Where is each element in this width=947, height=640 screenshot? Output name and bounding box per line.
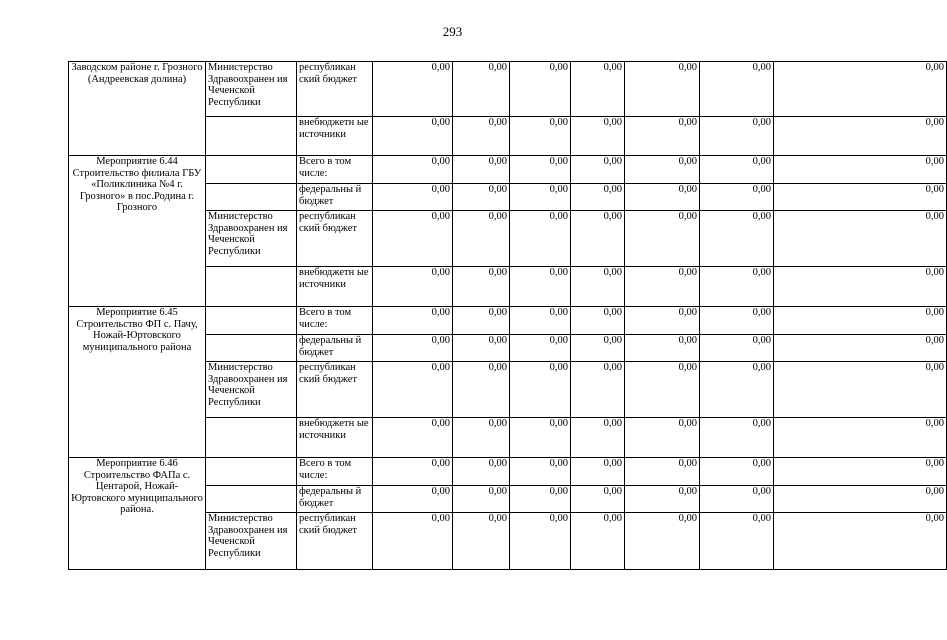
executor-cell: Министерство Здравоохранен ия Чеченской Республики (206, 513, 297, 570)
value-cell: 0,00 (700, 418, 774, 458)
value-cell: 0,00 (774, 418, 947, 458)
value-cell: 0,00 (453, 458, 510, 486)
value-cell: 0,00 (571, 117, 625, 156)
value-cell: 0,00 (453, 362, 510, 418)
event-cell: Мероприятие 6.46 Строительство ФАПа с. Центарой, Ножай-Юртовского муниципального района. (69, 458, 206, 570)
funding-source-cell: федеральны й бюджет (297, 486, 373, 513)
table-row (69, 458, 947, 486)
value-cell: 0,00 (510, 362, 571, 418)
funding-source-cell: республикан ский бюджет (297, 211, 373, 267)
value-cell: 0,00 (571, 184, 625, 211)
value-cell: 0,00 (571, 458, 625, 486)
value-cell: 0,00 (700, 156, 774, 184)
value-cell: 0,00 (510, 156, 571, 184)
event-cell: Мероприятие 6.45 Строительство ФП с. Пачу, Ножай-Юртовского муниципального района (69, 307, 206, 458)
budget-table (68, 61, 947, 570)
value-cell: 0,00 (373, 62, 453, 117)
table-row (69, 156, 947, 184)
value-cell: 0,00 (571, 335, 625, 362)
funding-source-cell: республикан ский бюджет (297, 513, 373, 570)
executor-cell (206, 458, 297, 486)
value-cell: 0,00 (510, 458, 571, 486)
value-cell: 0,00 (625, 267, 700, 307)
value-cell: 0,00 (774, 267, 947, 307)
value-cell: 0,00 (571, 486, 625, 513)
value-cell: 0,00 (510, 184, 571, 211)
value-cell: 0,00 (510, 211, 571, 267)
value-cell: 0,00 (774, 211, 947, 267)
value-cell: 0,00 (571, 62, 625, 117)
value-cell: 0,00 (373, 513, 453, 570)
executor-cell (206, 184, 297, 211)
value-cell: 0,00 (571, 156, 625, 184)
value-cell: 0,00 (774, 184, 947, 211)
value-cell: 0,00 (373, 156, 453, 184)
value-cell: 0,00 (373, 335, 453, 362)
event-cell: Мероприятие 6.44 Строительство филиала ГБУ «Поликлиника №4 г. Грозного» в пос.Родина г. Грозного (69, 156, 206, 307)
executor-cell (206, 117, 297, 156)
value-cell: 0,00 (373, 362, 453, 418)
value-cell: 0,00 (373, 418, 453, 458)
funding-source-cell: федеральны й бюджет (297, 184, 373, 211)
executor-cell: Министерство Здравоохранен ия Чеченской Республики (206, 62, 297, 117)
value-cell: 0,00 (453, 211, 510, 267)
funding-source-cell: внебюджетн ые источники (297, 418, 373, 458)
value-cell: 0,00 (700, 458, 774, 486)
value-cell: 0,00 (510, 117, 571, 156)
value-cell: 0,00 (700, 267, 774, 307)
funding-source-cell: федеральны й бюджет (297, 335, 373, 362)
value-cell: 0,00 (453, 156, 510, 184)
value-cell: 0,00 (373, 184, 453, 211)
funding-source-cell: Всего в том числе: (297, 307, 373, 335)
value-cell: 0,00 (453, 117, 510, 156)
value-cell: 0,00 (510, 267, 571, 307)
value-cell: 0,00 (571, 513, 625, 570)
executor-cell (206, 267, 297, 307)
funding-source-cell: внебюджетн ые источники (297, 267, 373, 307)
value-cell: 0,00 (510, 62, 571, 117)
value-cell: 0,00 (700, 513, 774, 570)
value-cell: 0,00 (373, 267, 453, 307)
value-cell: 0,00 (774, 458, 947, 486)
executor-cell (206, 156, 297, 184)
funding-source-cell: внебюджетн ые источники (297, 117, 373, 156)
event-cell: Заводском районе г. Грозного (Андреевская долина) (69, 62, 206, 156)
executor-cell (206, 418, 297, 458)
value-cell: 0,00 (510, 418, 571, 458)
funding-source-cell: республикан ский бюджет (297, 62, 373, 117)
value-cell: 0,00 (774, 513, 947, 570)
value-cell: 0,00 (453, 335, 510, 362)
value-cell: 0,00 (774, 62, 947, 117)
table-row (69, 307, 947, 335)
value-cell: 0,00 (625, 335, 700, 362)
value-cell: 0,00 (625, 184, 700, 211)
value-cell: 0,00 (700, 211, 774, 267)
funding-source-cell: Всего в том числе: (297, 156, 373, 184)
value-cell: 0,00 (510, 486, 571, 513)
value-cell: 0,00 (510, 307, 571, 335)
value-cell: 0,00 (373, 117, 453, 156)
value-cell: 0,00 (625, 307, 700, 335)
value-cell: 0,00 (453, 513, 510, 570)
value-cell: 0,00 (625, 486, 700, 513)
value-cell: 0,00 (625, 156, 700, 184)
funding-source-cell: Всего в том числе: (297, 458, 373, 486)
value-cell: 0,00 (700, 362, 774, 418)
value-cell: 0,00 (510, 335, 571, 362)
value-cell: 0,00 (700, 117, 774, 156)
value-cell: 0,00 (625, 117, 700, 156)
value-cell: 0,00 (774, 335, 947, 362)
value-cell: 0,00 (453, 184, 510, 211)
executor-cell (206, 307, 297, 335)
value-cell: 0,00 (373, 458, 453, 486)
value-cell: 0,00 (774, 156, 947, 184)
value-cell: 0,00 (510, 513, 571, 570)
executor-cell (206, 335, 297, 362)
page-number: 293 (442, 24, 463, 39)
value-cell: 0,00 (700, 62, 774, 117)
value-cell: 0,00 (373, 307, 453, 335)
value-cell: 0,00 (774, 117, 947, 156)
funding-source-cell: республикан ский бюджет (297, 362, 373, 418)
value-cell: 0,00 (571, 418, 625, 458)
value-cell: 0,00 (625, 362, 700, 418)
value-cell: 0,00 (700, 486, 774, 513)
executor-cell (206, 486, 297, 513)
value-cell: 0,00 (453, 62, 510, 117)
value-cell: 0,00 (774, 362, 947, 418)
value-cell: 0,00 (373, 486, 453, 513)
value-cell: 0,00 (625, 211, 700, 267)
value-cell: 0,00 (625, 62, 700, 117)
value-cell: 0,00 (571, 307, 625, 335)
value-cell: 0,00 (571, 362, 625, 418)
value-cell: 0,00 (700, 307, 774, 335)
value-cell: 0,00 (453, 307, 510, 335)
value-cell: 0,00 (625, 458, 700, 486)
value-cell: 0,00 (373, 211, 453, 267)
value-cell: 0,00 (700, 184, 774, 211)
value-cell: 0,00 (571, 267, 625, 307)
value-cell: 0,00 (453, 267, 510, 307)
value-cell: 0,00 (453, 486, 510, 513)
executor-cell: Министерство Здравоохранен ия Чеченской Республики (206, 362, 297, 418)
value-cell: 0,00 (453, 418, 510, 458)
table-row (69, 62, 947, 117)
executor-cell: Министерство Здравоохранен ия Чеченской Республики (206, 211, 297, 267)
value-cell: 0,00 (625, 418, 700, 458)
value-cell: 0,00 (774, 486, 947, 513)
value-cell: 0,00 (571, 211, 625, 267)
value-cell: 0,00 (625, 513, 700, 570)
value-cell: 0,00 (774, 307, 947, 335)
value-cell: 0,00 (700, 335, 774, 362)
